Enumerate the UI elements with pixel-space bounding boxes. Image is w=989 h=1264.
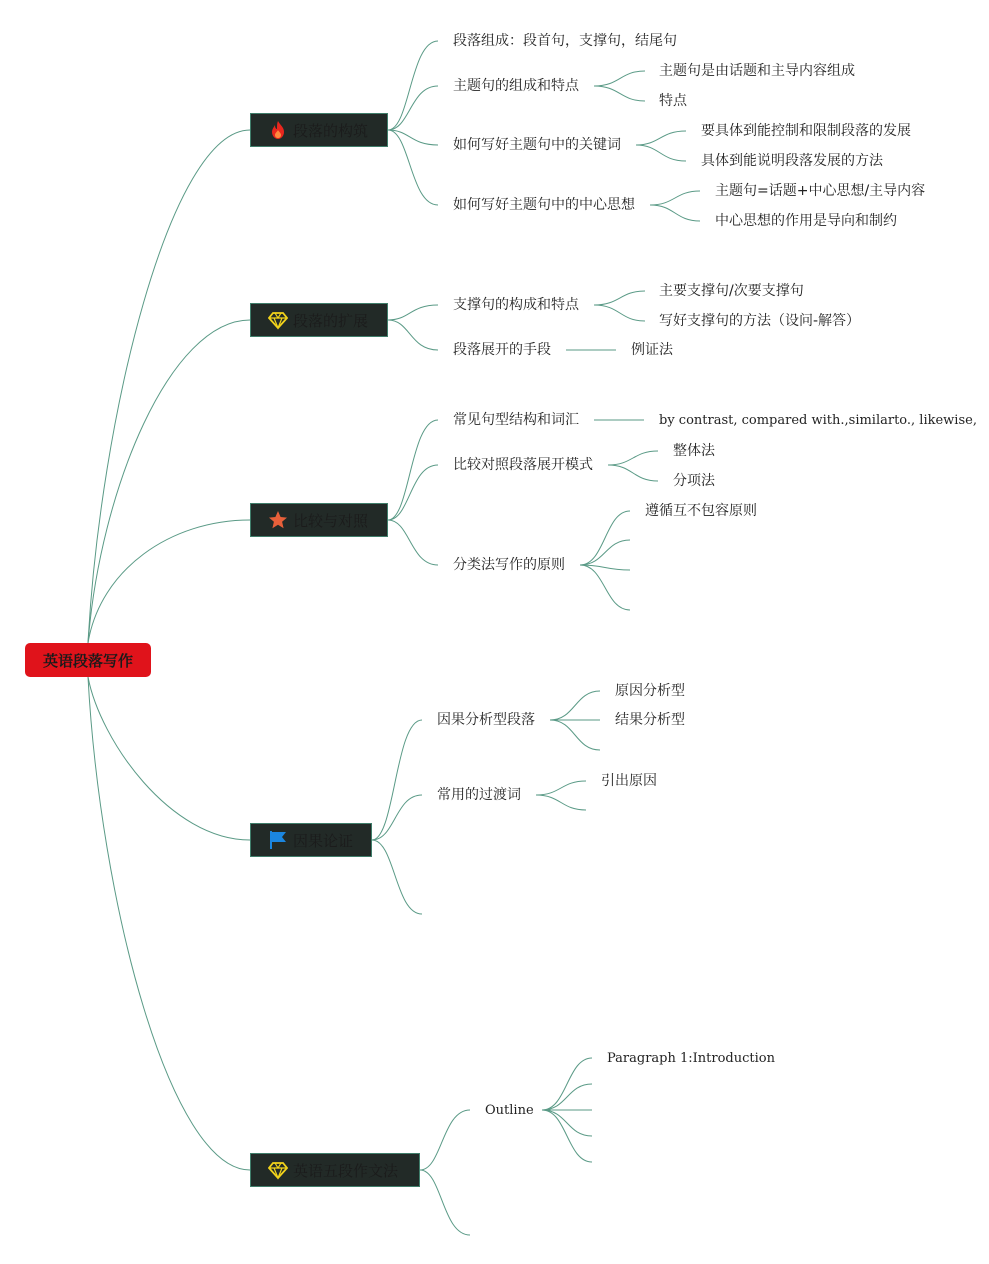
topic-node[interactable]: 常见句型结构和词汇 bbox=[453, 412, 579, 428]
fire-icon bbox=[267, 119, 289, 141]
subtopic-node[interactable]: 分项法 bbox=[673, 473, 715, 489]
branch-label: 段落的扩展 bbox=[293, 311, 369, 330]
topic-node[interactable]: 主题句的组成和特点 bbox=[453, 78, 579, 94]
topic-node[interactable]: 如何写好主题句中的中心思想 bbox=[453, 197, 635, 213]
topic-node[interactable]: 如何写好主题句中的关键词 bbox=[453, 137, 621, 153]
subtopic-node[interactable]: 主题句=话题+中心思想/主导内容 bbox=[715, 183, 926, 199]
subtopic-node[interactable]: 要具体到能控制和限制段落的发展 bbox=[701, 123, 911, 139]
topic-node[interactable]: 因果分析型段落 bbox=[437, 712, 535, 728]
subtopic-node[interactable]: 引出原因 bbox=[601, 773, 657, 789]
subtopic-node[interactable]: Paragraph 1:Introduction bbox=[607, 1051, 775, 1066]
branch-label: 因果论证 bbox=[293, 831, 354, 850]
subtopic-node[interactable]: 整体法 bbox=[673, 443, 715, 459]
branch-label: 段落的构筑 bbox=[293, 121, 369, 140]
topic-node[interactable]: Outline bbox=[485, 1103, 534, 1118]
subtopic-node[interactable]: 具体到能说明段落发展的方法 bbox=[701, 153, 883, 169]
gem-icon bbox=[267, 1159, 289, 1181]
topic-node[interactable]: 段落组成：段首句，支撑句，结尾句 bbox=[453, 33, 677, 49]
topic-node[interactable]: 分类法写作的原则 bbox=[453, 557, 565, 573]
root-node[interactable] bbox=[25, 643, 151, 677]
subtopic-node[interactable]: 遵循互不包容原则 bbox=[645, 503, 757, 519]
flag-icon bbox=[267, 829, 289, 851]
branch-node-comparison-contrast[interactable] bbox=[250, 503, 388, 537]
branch-label: 英语五段作文法 bbox=[293, 1161, 399, 1180]
subtopic-node[interactable]: 结果分析型 bbox=[615, 712, 685, 728]
branch-node-cause-effect[interactable] bbox=[250, 823, 372, 857]
root-label: 英语段落写作 bbox=[42, 651, 133, 670]
subtopic-node[interactable]: 特点 bbox=[659, 93, 687, 109]
subtopic-node[interactable]: 原因分析型 bbox=[615, 683, 685, 699]
subtopic-node[interactable]: 主要支撑句/次要支撑句 bbox=[659, 283, 804, 299]
gem-icon bbox=[267, 309, 289, 331]
subtopic-node[interactable]: 例证法 bbox=[631, 342, 673, 358]
branch-node-paragraph-expansion[interactable] bbox=[250, 303, 388, 337]
branch-node-five-paragraph-essay[interactable] bbox=[250, 1153, 420, 1187]
branch-label: 比较与对照 bbox=[293, 511, 369, 530]
star-icon bbox=[267, 509, 289, 531]
subtopic-node[interactable]: 写好支撑句的方法（设问-解答） bbox=[659, 313, 861, 329]
subtopic-node[interactable]: by contrast, compared with.,similarto., likewise, bbox=[659, 413, 977, 428]
topic-node[interactable]: 比较对照段落展开模式 bbox=[453, 457, 593, 473]
topic-node[interactable]: 常用的过渡词 bbox=[437, 787, 521, 803]
topic-node[interactable]: 支撑句的构成和特点 bbox=[453, 297, 579, 313]
topic-node[interactable]: 段落展开的手段 bbox=[453, 342, 551, 358]
subtopic-node[interactable]: 中心思想的作用是导向和制约 bbox=[715, 213, 897, 229]
branch-node-paragraph-construction[interactable] bbox=[250, 113, 388, 147]
subtopic-node[interactable]: 主题句是由话题和主导内容组成 bbox=[659, 63, 855, 79]
